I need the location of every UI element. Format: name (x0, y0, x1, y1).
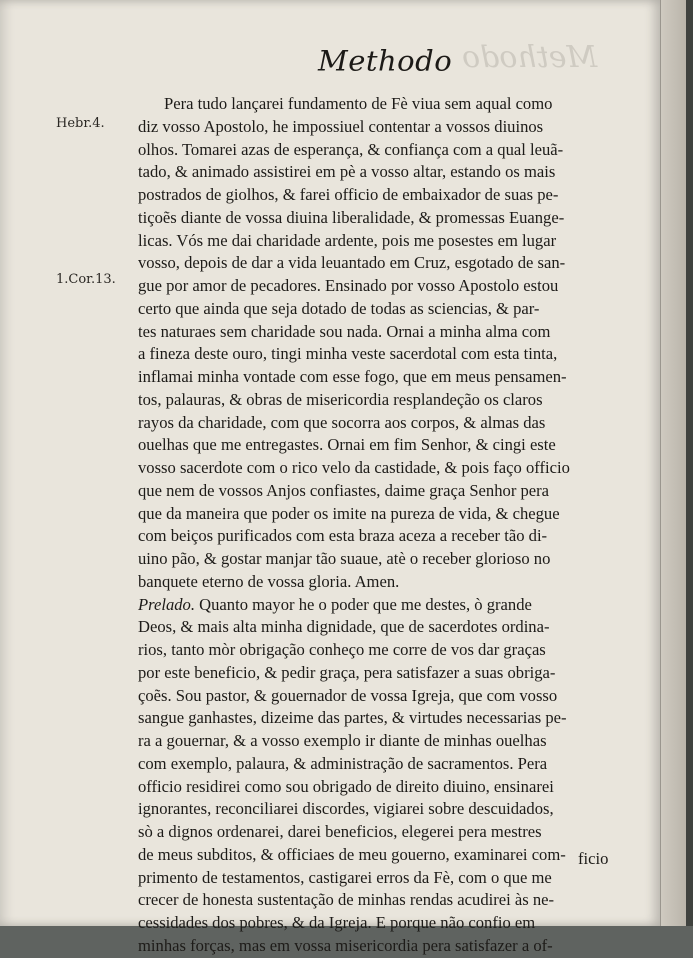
margin-note-hebrews: Hebr.4. (56, 116, 105, 131)
body-text (138, 93, 618, 958)
text-line: cessidades dos pobres, & da Igreja. E porque não confio em (138, 913, 536, 932)
text-line: por este beneficio, & pedir graça, pera satisfazer a suas obriga- (138, 662, 556, 682)
text-line: diz vosso Apostolo, he impossiuel contentar a vossos diuinos (138, 116, 544, 136)
text-line: primento de testamentos, castigarei erros da Fè, com o que me (138, 867, 552, 887)
text-line: postrados de giolhos, & farei officio de embaixador de suas pe- (138, 185, 559, 204)
text-line: gue por amor de pecadores. Ensinado por vosso Apostolo estou (138, 276, 559, 295)
text-line: rios, tanto mòr obrigação conheço me corre de vos dar graças (138, 640, 546, 659)
text-line: minhas forças, mas em vossa misericordia pera satisfazer a of- (138, 935, 553, 955)
text-line: que da maneira que poder os imite na pureza de vida, & chegue (138, 503, 560, 523)
text-line: ouelhas que me entregastes. Ornai em fim Senhor, & cingi este (138, 435, 556, 455)
book-edge (686, 0, 693, 926)
text-line: olhos. Tomarei azas de esperança, & confiança com a qual leuã- (138, 139, 564, 159)
text-line: vosso sacerdote com o rico velo da castidade, & pois faço officio (138, 458, 570, 477)
text-line: officio residirei como sou obrigado de direito diuino, ensinarei (138, 776, 554, 796)
text-line: crecer de honesta sustentação de minhas rendas acudirei às ne- (138, 890, 555, 910)
text-line: licas. Vós me dai charidade ardente, pois me posestes em lugar (138, 230, 557, 250)
margin-note-corinthians: 1.Cor.13. (56, 272, 116, 287)
show-through-ghost-text: Methodo (462, 40, 598, 75)
text-line: sangue ganhastes, dizeime das partes, & virtudes necessarias pe- (138, 708, 567, 728)
prelado-label: Prelado. (138, 594, 195, 614)
text-line: tes naturaes sem charidade sou nada. Ornai a minha alma com (138, 321, 551, 341)
text-line: çoẽs. Sou pastor, & gouernador de vossa Igreja, que com vosso (138, 685, 558, 705)
text-line: ignorantes, reconciliarei discordes, vigiarei sobre descuidados, (138, 799, 554, 819)
text-line: certo que ainda que seja dotado de todas as sciencias, & par- (138, 298, 540, 318)
text-line-prelado (138, 594, 618, 617)
text-line: tiçoẽs diante de vossa diuina liberalidade, & promessas Euange- (138, 207, 565, 227)
text-line: Pera tudo lançarei fundamento de Fè viua sem aqual como (164, 94, 553, 113)
text-line: inflamai minha vontade com esse fogo, que em meus pensamen- (138, 367, 567, 386)
text-line: vosso, depois de dar a vida leuantado em Cruz, esgotado de san- (138, 253, 566, 273)
running-head: Methodo (318, 44, 453, 78)
text-line: de meus subditos, & officiaes de meu gouerno, examinarei com- (138, 844, 566, 864)
next-leaf-edge (660, 0, 687, 926)
prelado-line-text: Quanto mayor he o poder que me destes, ò grande (199, 594, 532, 614)
text-line: a fineza deste ouro, tingi minha veste sacerdotal com esta tinta, (138, 344, 558, 364)
text-line: banquete eterno de vossa gloria. Amen. (138, 571, 400, 591)
text-line: que nem de vossos Anjos confiastes, daime graça Senhor pera (138, 480, 550, 500)
text-line: com exemplo, palaura, & administração de sacramentos. Pera (138, 753, 548, 773)
text-line: tos, palauras, & obras de misericordia resplandeção os claros (138, 389, 543, 409)
text-line: sò a dignos ordenarei, darei beneficios, elegerei pera mestres (138, 822, 542, 841)
text-line: rayos da charidade, com que socorra aos corpos, & almas das (138, 412, 546, 432)
catchword: ficio (578, 849, 609, 868)
text-line: ra a gouernar, & a vosso exemplo ir diante de minhas ouelhas (138, 731, 547, 750)
text-line: com beiços purificados com esta braza aceza a receber tão di- (138, 526, 548, 546)
text-line: tado, & animado assistirei em pè a vosso altar, estando os mais (138, 162, 556, 182)
text-line: uino pão, & gostar manjar tão suaue, atè o receber glorioso no (138, 549, 551, 568)
text-line: Deos, & mais alta minha dignidade, que de sacerdotes ordina- (138, 617, 550, 637)
